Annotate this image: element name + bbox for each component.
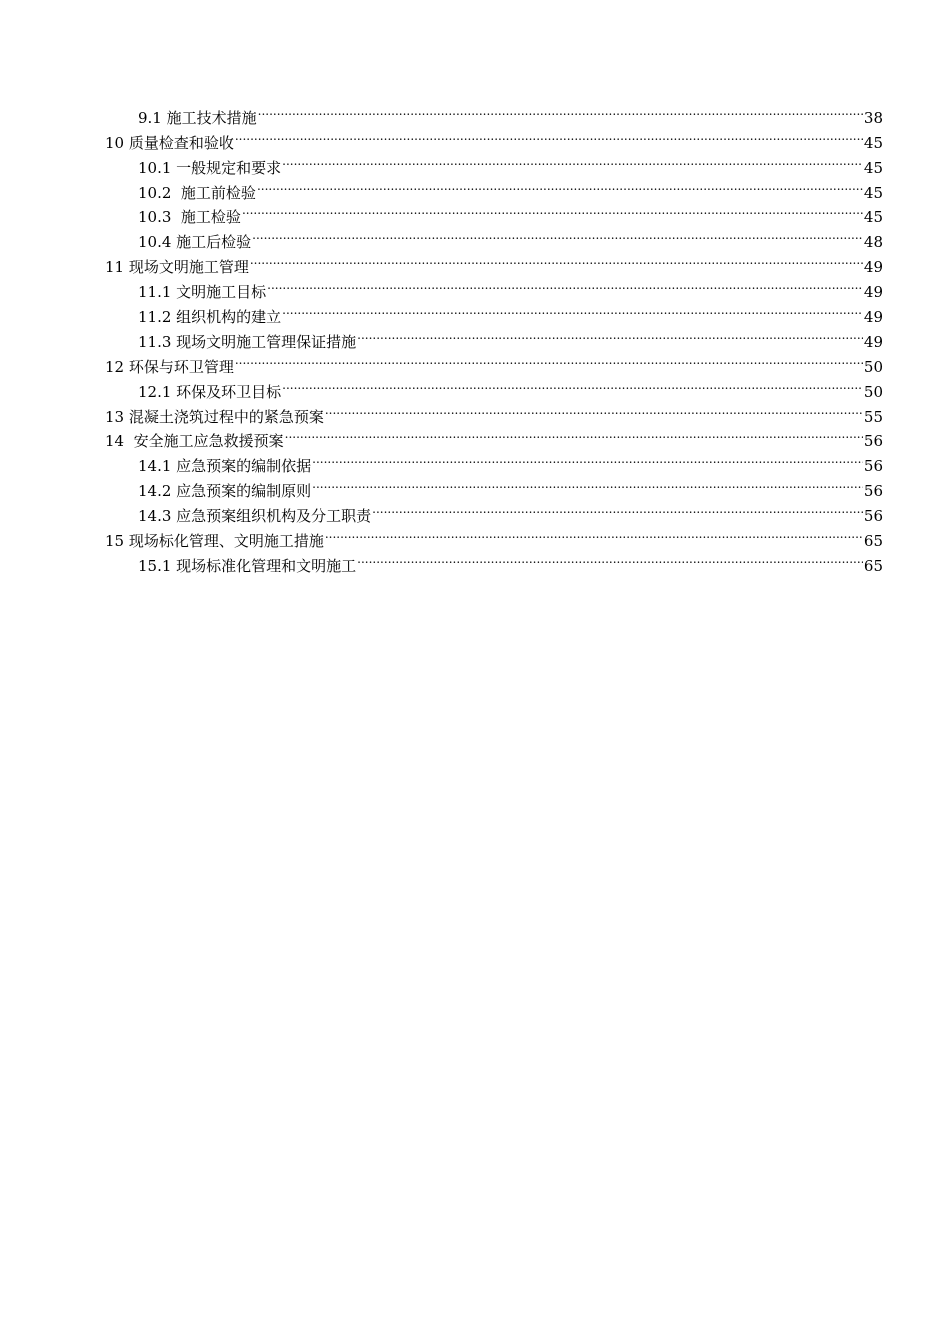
- toc-entry-page-number: 50: [863, 382, 883, 401]
- toc-entry-page-number: 49: [863, 283, 883, 302]
- toc-entry-page-number: 45: [863, 158, 883, 177]
- toc-entry-title: 15 现场标化管理、文明施工措施: [105, 532, 324, 551]
- toc-entry-page-number: 45: [863, 133, 883, 152]
- toc-entry-title: 14.3 应急预案组织机构及分工职责: [138, 507, 372, 526]
- toc-dot-leader: [257, 173, 863, 198]
- toc-entry-page-number: 55: [863, 407, 883, 426]
- toc-entry-page-number: 65: [863, 532, 883, 551]
- toc-dot-leader: [312, 471, 863, 496]
- toc-entry-title: 10.2 施工前检验: [138, 183, 256, 202]
- toc-entry-page-number: 45: [863, 183, 883, 202]
- toc-entry-title: 11.2 组织机构的建立: [138, 308, 282, 327]
- toc-dot-leader: [282, 148, 863, 173]
- toc-entry-page-number: 50: [863, 357, 883, 376]
- toc-entry-page-number: 65: [863, 556, 883, 575]
- toc-entry-page-number: 56: [863, 457, 883, 476]
- toc-entry-page-number: 56: [863, 432, 883, 451]
- toc-entry-page-number: 49: [863, 258, 883, 277]
- toc-entry-title: 15.1 现场标准化管理和文明施工: [138, 556, 357, 575]
- toc-entry-page-number: 38: [863, 108, 883, 127]
- toc-dot-leader: [242, 198, 863, 223]
- toc-dot-leader: [282, 372, 863, 397]
- toc-dot-leader: [372, 496, 863, 521]
- toc-entry[interactable]: [105, 98, 883, 127]
- toc-entry-title: 14 安全施工应急救援预案: [105, 432, 284, 451]
- table-of-contents: [105, 98, 883, 575]
- toc-entry-title: 12 环保与环卫管理: [105, 357, 234, 376]
- toc-dot-leader: [312, 446, 863, 471]
- toc-entry-title: 10 质量检查和验收: [105, 133, 234, 152]
- toc-entry-title: 10.3 施工检验: [138, 208, 241, 227]
- toc-dot-leader: [282, 297, 863, 322]
- toc-dot-leader: [267, 272, 863, 297]
- toc-entry-title: 9.1 施工技术措施: [138, 108, 257, 127]
- toc-entry-title: 10.4 施工后检验: [138, 233, 252, 252]
- toc-dot-leader: [357, 322, 863, 347]
- toc-entry-title: 10.1 一般规定和要求: [138, 158, 282, 177]
- toc-entry-title: 14.1 应急预案的编制依据: [138, 457, 312, 476]
- toc-dot-leader: [325, 397, 863, 422]
- toc-entry-page-number: 49: [863, 332, 883, 351]
- toc-entry-title: 14.2 应急预案的编制原则: [138, 482, 312, 501]
- toc-dot-leader: [235, 347, 863, 372]
- toc-dot-leader: [325, 521, 863, 546]
- toc-entry-page-number: 49: [863, 308, 883, 327]
- toc-dot-leader: [357, 546, 863, 571]
- toc-entry-title: 12.1 环保及环卫目标: [138, 382, 282, 401]
- toc-entry-title: 11 现场文明施工管理: [105, 258, 249, 277]
- toc-entry-page-number: 48: [863, 233, 883, 252]
- toc-dot-leader: [235, 123, 863, 148]
- toc-entry-title: 13 混凝土浇筑过程中的紧急预案: [105, 407, 324, 426]
- toc-dot-leader: [258, 98, 863, 123]
- toc-dot-leader: [285, 422, 863, 447]
- toc-entry-page-number: 56: [863, 507, 883, 526]
- toc-entry-title: 11.1 文明施工目标: [138, 283, 267, 302]
- toc-entry-title: 11.3 现场文明施工管理保证措施: [138, 332, 357, 351]
- toc-entry-page-number: 56: [863, 482, 883, 501]
- toc-dot-leader: [252, 222, 863, 247]
- toc-dot-leader: [250, 247, 863, 272]
- toc-entry-page-number: 45: [863, 208, 883, 227]
